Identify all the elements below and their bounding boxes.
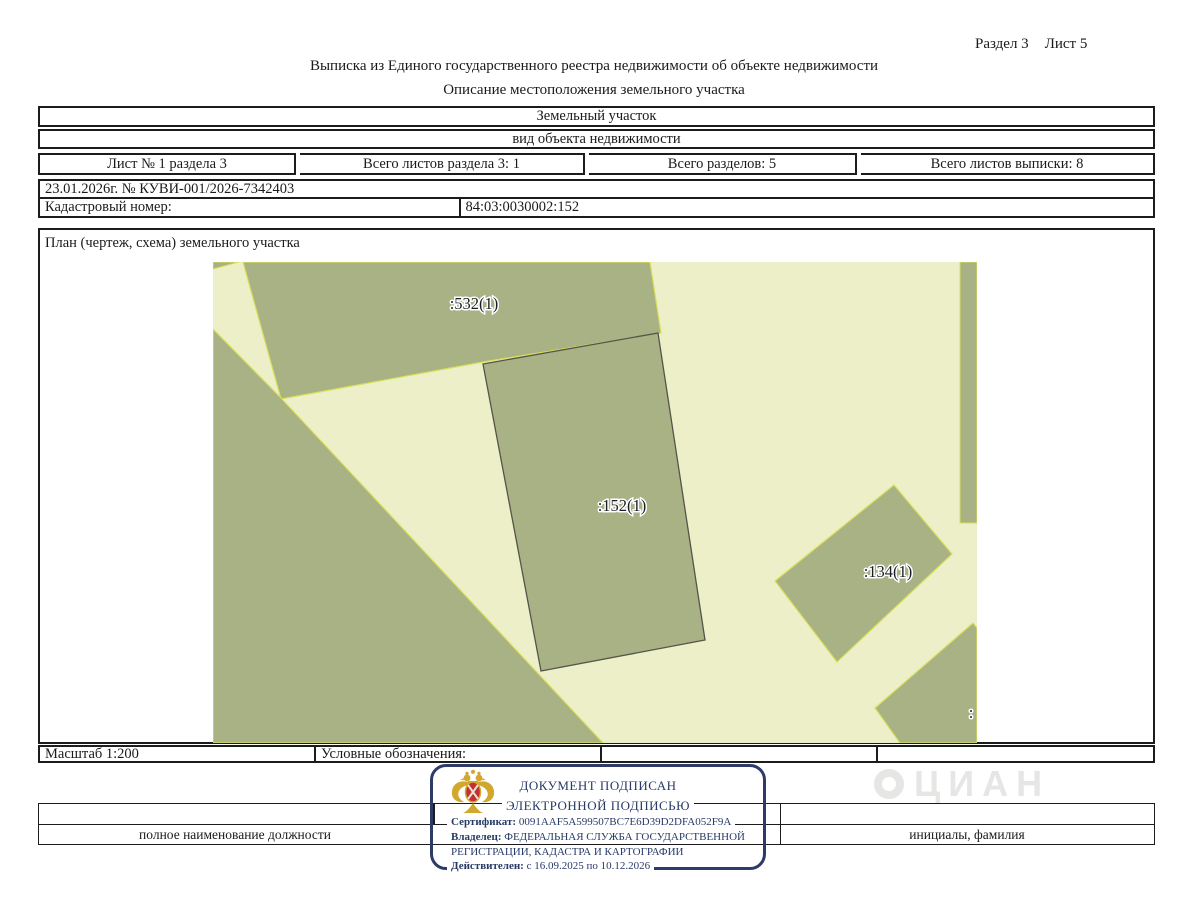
stamp-validity-label: Действителен: [451,860,524,872]
stamp-owner-line [447,831,749,843]
cadastral-label: Кадастровый номер: [45,199,172,215]
sheet-number-cell: Лист № 1 раздела 3 [38,153,296,175]
legend-empty-cell-2 [876,747,1153,761]
stamp-title-line2: ЭЛЕКТРОННОЙ ПОДПИСЬЮ [502,798,694,814]
stamp-owner-line2: РЕГИСТРАЦИИ, КАДАСТРА И КАРТОГРАФИИ [447,846,687,858]
label-parcel-532: :532(1) [449,294,499,313]
signature-empty-right [780,804,1153,824]
stamp-certificate-value: 0091AAF5A599507BC7E6D39D2DFA052F9A [518,816,732,828]
watermark-text: ЦИАН [914,763,1051,804]
watermark-logo-icon [874,769,904,799]
legend-label: Условные обозначения: [314,747,600,761]
stamp-owner-label: Владелец: [451,831,502,843]
stamp-validity-value: с 16.09.2025 по 10.12.2026 [526,860,651,872]
stamp-validity-line [447,860,654,872]
scale-label: Масштаб 1:200 [45,745,139,762]
document-subtitle: Описание местоположения земельного участка [443,82,745,98]
label-parcel-134: :134(1) [863,562,913,581]
total-sheets-cell: Всего листов выписки: 8 [861,153,1155,175]
object-type-caption: вид объекта недвижимости [512,130,681,147]
plan-header: План (чертеж, схема) земельного участка [45,235,300,251]
row-object-type [38,106,1155,127]
plan-section [38,228,1155,744]
section-label: Раздел 3 [975,36,1029,52]
signature-empty-left [39,804,431,824]
row-scale-legend [38,745,1155,763]
total-sections-cell: Всего разделов: 5 [589,153,857,175]
legend-empty-cell-1 [600,747,876,761]
name-caption: инициалы, фамилия [780,825,1153,844]
sheet-label: Лист 5 [1044,36,1088,52]
land-plot-map [213,262,977,743]
stamp-title-line1: ДОКУМЕНТ ПОДПИСАН [515,778,680,794]
label-parcel-partial: : [968,703,974,722]
section-sheets-cell: Всего листов раздела 3: 1 [300,153,585,175]
stamp-certificate-label: Сертификат: [451,816,517,828]
date-number-value: 23.01.2026г. № КУВИ-001/2026-7342403 [45,180,295,197]
row-cadastral-number [38,197,1155,218]
stamp-certificate-line [447,816,735,828]
position-caption: полное наименование должности [139,826,331,842]
row-date-number [38,179,1155,199]
document-title: Выписка из Единого государственного реестра недвижимости об объекте недвижимости [309,58,879,74]
object-type-value: Земельный участок [536,108,657,124]
stamp-owner-value: ФЕДЕРАЛЬНАЯ СЛУЖБА ГОСУДАРСТВЕННОЙ [504,831,745,843]
row-object-type-caption [38,129,1155,149]
label-parcel-152: :152(1) [597,496,647,515]
cadastral-value: 84:03:0030002:152 [459,199,1154,216]
corner-meta [975,36,1105,53]
digital-signature-stamp [430,764,766,870]
row-sheets-summary [38,153,1155,175]
watermark [874,763,1051,804]
parcel-right-strip [960,262,977,523]
coat-of-arms-icon [449,769,497,817]
